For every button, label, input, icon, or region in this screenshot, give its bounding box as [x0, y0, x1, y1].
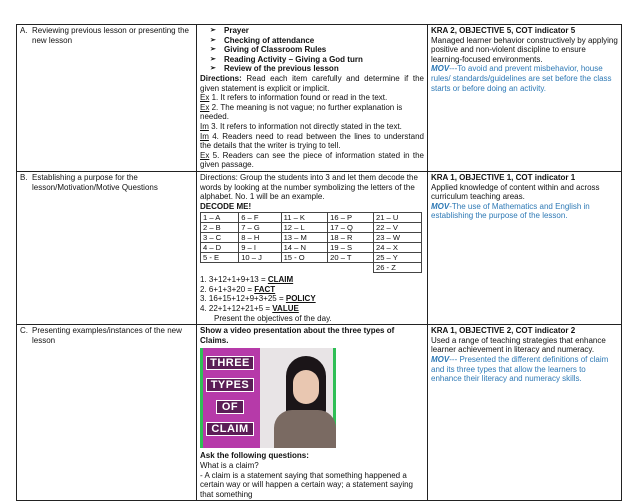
stage-cell-b: [17, 171, 197, 324]
checklist-item: ➢ Prayer: [210, 26, 424, 36]
stage-letter: B.: [20, 172, 28, 182]
kra-cell-c: [428, 325, 622, 501]
kra-title: KRA 2, OBJECTIVE 5, COT indicator 5: [431, 26, 576, 35]
directions: Directions: Read each item carefully and determine if the given statement is explicit or implicit.: [200, 73, 424, 93]
decode-answer: 4. 22+1+12+21+5 = VALUE: [200, 304, 299, 314]
decode-answer: 3. 16+15+12+9+3+25 = POLICY: [200, 294, 316, 304]
questions-title: Ask the following questions:: [200, 451, 309, 461]
decode-answer: 1. 3+12+1+9+13 = CLAIM: [200, 275, 294, 285]
kra-text: Applied knowledge of content within and across curriculum teaching areas.: [431, 182, 600, 202]
row-a: [17, 25, 622, 172]
decode-row: 26 - Z: [201, 263, 422, 273]
kra-cell-a: [428, 25, 622, 172]
directions: Directions: Group the students into 3 and let them decode the words by looking at the number symbolizing the letters of the alphabet. No. 1 will be an example.: [200, 172, 418, 202]
thumbnail-word: TYPES: [206, 378, 254, 392]
review-item: Im 3. It refers to information not directly stated in the text.: [200, 121, 402, 131]
stage-text: Establishing a purpose for the lesson/Motivation/Motive Questions: [32, 172, 158, 192]
decode-row: 4 – D 9 – I 14 – N 19 – S 24 – X: [201, 243, 422, 253]
decode-row: 3 – C 8 – H 13 – M 18 – R 23 – W: [201, 233, 422, 243]
kra-title: KRA 1, OBJECTIVE 2, COT indicator 2: [431, 326, 576, 336]
kra-text: Used a range of teaching strategies that enhance learner achievement in literacy and numeracy.: [431, 335, 606, 355]
mov-text: MOV-The use of Mathematics and English in establishing the purpose of the lesson.: [431, 201, 590, 221]
opening-checklist: [210, 26, 424, 74]
mov-text: MOV---To avoid and prevent misbehavior, house rules/ standards/guidelines are set before the class starts or before doing an activity.: [431, 64, 612, 93]
review-item: Ex 2. The meaning is not vague; no further explanation is needed.: [200, 102, 403, 122]
kra-title: KRA 1, OBJECTIVE 1, COT indicator 1: [431, 172, 576, 182]
thumbnail-word: CLAIM: [206, 422, 254, 436]
stage-letter: C.: [20, 326, 28, 336]
lesson-plan-table: [16, 24, 622, 501]
checklist-item: ➢ Giving of Classroom Rules: [210, 45, 424, 55]
objectives-line: Present the objectives of the day.: [214, 313, 332, 323]
question: What is a claim?: [200, 461, 259, 471]
decode-row: 5 - E 10 – J 15 - O 20 – T 25 – Y: [201, 253, 422, 263]
checklist-item: ➢ Checking of attendance: [210, 36, 424, 46]
decode-answer: 2. 6+1+3+20 = FACT: [200, 284, 276, 294]
thumbnail-word: THREE: [206, 356, 254, 370]
review-item: Ex 1. It refers to information found or read in the text.: [200, 93, 388, 103]
thumbnail-word: OF: [216, 400, 244, 414]
kra-text: Managed learner behavior constructively by applying positive and non-violent discipline to ensure learning-focused environments.: [431, 35, 618, 64]
stage-letter: A.: [20, 26, 28, 35]
activity-cell-b: [197, 171, 428, 324]
review-item: Ex 5. Readers can see the piece of information stated in the given passage.: [200, 150, 424, 170]
stage-text: Presenting examples/instances of the new lesson: [32, 326, 182, 345]
row-c: [17, 325, 622, 501]
mov-text: MOV--- Presented the different definitions of claim and its three types that allow the learners to enhance their literacy and numeracy skills.: [431, 355, 609, 384]
activity-cell-a: [197, 25, 428, 172]
row-b: [17, 171, 622, 324]
decode-table: [200, 212, 422, 273]
stage-text: Reviewing previous lesson or presenting the new lesson: [32, 26, 189, 45]
decode-row: 1 – A 6 – F 11 – K 16 – P 21 – U: [201, 213, 422, 223]
stage-cell-a: [17, 25, 197, 172]
decode-row: 2 – B 7 – G 12 – L 17 – Q 22 – V: [201, 223, 422, 233]
video-thumbnail[interactable]: [200, 348, 336, 448]
review-item: Im 4. Readers need to read between the lines to understand the details that the writer is trying to tell.: [200, 131, 424, 151]
decode-title: DECODE ME!: [200, 201, 252, 211]
kra-cell-b: [428, 171, 622, 324]
video-title: Show a video presentation about the three types of Claims.: [200, 326, 395, 345]
stage-cell-c: [17, 325, 197, 501]
checklist-item: ➢ Review of the previous lesson: [210, 64, 424, 74]
activity-cell-c: [197, 325, 428, 501]
checklist-item: ➢ Reading Activity – Giving a God turn: [210, 55, 424, 65]
answer: - A claim is a statement saying that something happened a certain way or will happen a certain way; a statement saying that something: [200, 470, 413, 499]
